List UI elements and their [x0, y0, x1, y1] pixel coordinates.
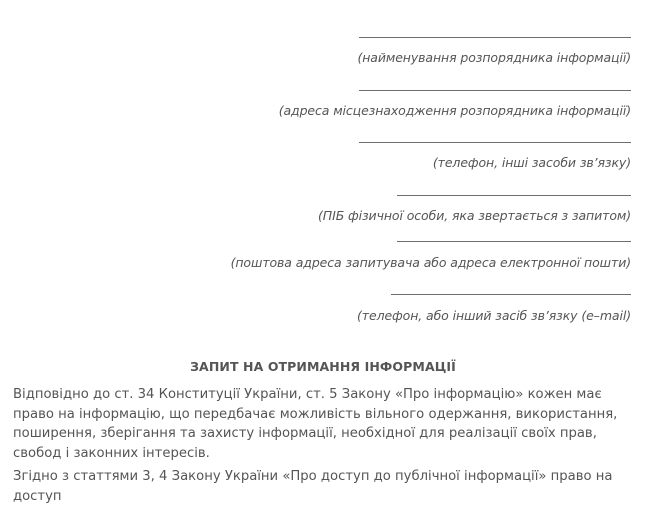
signature-line-4: [397, 195, 631, 196]
signature-line-2: [359, 90, 631, 91]
field-caption-4: (ПІБ фізичної особи, яка звертається з запитом): [318, 208, 631, 223]
document-title: ЗАПИТ НА ОТРИМАННЯ ІНФОРМАЦІЇ: [190, 359, 456, 374]
signature-line-1: [359, 37, 631, 38]
field-caption-1: (найменування розпорядника інформації): [357, 50, 631, 65]
field-caption-2: (адреса місцезнаходження розпорядника інформації): [278, 103, 631, 118]
body-paragraph-1: Відповідно до ст. 34 Конституції України, ст. 5 Закону «Про інформацію» кожен має право на інформацію, що передбачає можливість вільного одержання, використання, поширення, зберігання та захисту інформації, необхідної для реалізації своїх прав, свобод і законних інтересів.: [13, 387, 618, 461]
signature-line-5: [397, 241, 631, 242]
signature-line-6: [391, 294, 631, 295]
field-caption-3: (телефон, інші засоби зв’язку): [432, 155, 631, 170]
field-caption-5: (поштова адреса запитувача або адреса електронної пошти): [230, 255, 631, 270]
field-caption-6: (телефон, або інший засіб зв’язку (e–mail): [357, 308, 631, 323]
body-paragraph-2: Згідно з статтями 3, 4 Закону України «Про доступ до публічної інформації» право на доступ: [13, 469, 613, 504]
signature-line-3: [359, 142, 631, 143]
